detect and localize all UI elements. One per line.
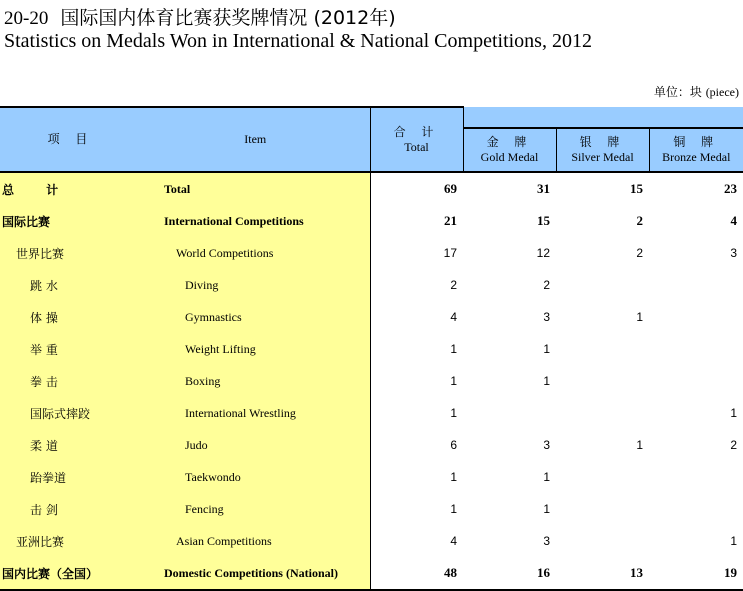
cell-gold: 1 bbox=[543, 470, 550, 484]
cell-gold: 3 bbox=[543, 310, 550, 324]
cell-bronze bbox=[649, 461, 743, 493]
cell-total: 4 bbox=[450, 534, 457, 548]
cell-gold: 2 bbox=[543, 278, 550, 292]
cell-silver: 2 bbox=[636, 246, 643, 260]
cell-gold bbox=[463, 397, 556, 429]
row-label-en: Weight Lifting bbox=[141, 333, 370, 365]
row-label-zh: 国内比赛（全国） bbox=[0, 557, 141, 590]
table-row-fencing bbox=[0, 493, 743, 525]
table-row-diving bbox=[0, 269, 743, 301]
cell-total: 1 bbox=[450, 374, 457, 388]
table-row-judo bbox=[0, 429, 743, 461]
table-number: 20-20 bbox=[4, 8, 49, 29]
cell-silver: 15 bbox=[630, 181, 643, 196]
cell-silver bbox=[556, 461, 649, 493]
cell-total: 6 bbox=[450, 438, 457, 452]
cell-bronze bbox=[649, 333, 743, 365]
cell-gold: 1 bbox=[543, 502, 550, 516]
cell-silver: 1 bbox=[636, 310, 643, 324]
table-row-domestic bbox=[0, 557, 743, 590]
row-label-en: Judo bbox=[141, 429, 370, 461]
table-row-taekwondo bbox=[0, 461, 743, 493]
cell-silver: 2 bbox=[636, 213, 643, 228]
cell-bronze: 2 bbox=[730, 438, 738, 452]
cell-gold: 12 bbox=[536, 246, 550, 260]
header-silver: 银 牌 Silver Medal bbox=[556, 128, 649, 172]
cell-total: 21 bbox=[444, 213, 457, 228]
row-label-en: Total bbox=[141, 172, 370, 205]
unit-note bbox=[654, 83, 739, 100]
table-title-zh: 国际国内体育比赛获奖牌情况 (2012年) bbox=[60, 7, 396, 29]
row-label-en: World Competitions bbox=[141, 237, 370, 269]
table-row-boxing bbox=[0, 365, 743, 397]
row-label-zh: 跳 水 bbox=[0, 269, 141, 301]
table-header bbox=[0, 107, 743, 172]
cell-total: 1 bbox=[450, 342, 457, 356]
cell-bronze bbox=[649, 365, 743, 397]
row-label-en: Gymnastics bbox=[141, 301, 370, 333]
row-label-en: Domestic Competitions (National) bbox=[141, 557, 370, 590]
cell-gold: 31 bbox=[537, 181, 550, 196]
header-item-zh: 项 目 bbox=[0, 107, 141, 172]
table-row-weight-lifting bbox=[0, 333, 743, 365]
row-label-en: International Competitions bbox=[141, 205, 370, 237]
row-label-en: International Wrestling bbox=[141, 397, 370, 429]
header-medal-group bbox=[463, 107, 743, 128]
cell-gold: 1 bbox=[543, 374, 550, 388]
cell-gold: 15 bbox=[537, 213, 550, 228]
row-label-zh: 体 操 bbox=[0, 301, 141, 333]
row-label-zh: 国际式摔跤 bbox=[0, 397, 141, 429]
cell-gold: 3 bbox=[543, 534, 550, 548]
cell-total: 1 bbox=[450, 470, 457, 484]
unit-en: (piece) bbox=[705, 85, 739, 99]
header-total: 合 计 Total bbox=[370, 107, 463, 172]
row-label-en: Boxing bbox=[141, 365, 370, 397]
cell-bronze: 23 bbox=[724, 181, 738, 196]
row-label-zh: 柔 道 bbox=[0, 429, 141, 461]
header-bronze: 铜 牌 Bronze Medal bbox=[649, 128, 743, 172]
cell-silver bbox=[556, 333, 649, 365]
page-title-chinese bbox=[4, 3, 396, 30]
row-label-zh: 跆拳道 bbox=[0, 461, 141, 493]
row-label-en: Taekwondo bbox=[141, 461, 370, 493]
row-label-zh: 总 计 bbox=[0, 172, 141, 205]
cell-bronze bbox=[649, 301, 743, 333]
cell-total: 17 bbox=[443, 246, 457, 260]
cell-silver bbox=[556, 525, 649, 557]
cell-silver bbox=[556, 365, 649, 397]
cell-silver bbox=[556, 397, 649, 429]
unit-zh: 单位：块 bbox=[653, 85, 702, 99]
table-row-international bbox=[0, 205, 743, 237]
table-row-world bbox=[0, 237, 743, 269]
table-row-asian bbox=[0, 525, 743, 557]
medals-table bbox=[0, 106, 743, 591]
cell-bronze: 19 bbox=[649, 557, 743, 590]
cell-total: 4 bbox=[450, 310, 457, 324]
row-label-en: Asian Competitions bbox=[141, 525, 370, 557]
cell-bronze bbox=[649, 493, 743, 525]
cell-silver: 13 bbox=[556, 557, 649, 590]
row-label-zh: 拳 击 bbox=[0, 365, 141, 397]
cell-bronze: 4 bbox=[730, 213, 738, 228]
row-label-zh: 世界比赛 bbox=[0, 237, 141, 269]
header-gold: 金 牌 Gold Medal bbox=[463, 128, 556, 172]
row-label-zh: 国际比赛 bbox=[0, 205, 141, 237]
cell-bronze: 1 bbox=[730, 406, 738, 420]
cell-bronze: 3 bbox=[730, 246, 738, 260]
table-row-wrestling bbox=[0, 397, 743, 429]
row-label-en: Fencing bbox=[141, 493, 370, 525]
cell-gold: 3 bbox=[543, 438, 550, 452]
cell-total: 48 bbox=[370, 557, 463, 590]
cell-total: 1 bbox=[450, 502, 457, 516]
cell-total: 1 bbox=[450, 406, 457, 420]
table-row-gymnastics bbox=[0, 301, 743, 333]
cell-total: 69 bbox=[444, 181, 457, 196]
cell-gold: 16 bbox=[463, 557, 556, 590]
cell-silver: 1 bbox=[636, 438, 643, 452]
row-label-zh: 举 重 bbox=[0, 333, 141, 365]
header-item-en: Item bbox=[141, 107, 370, 172]
cell-bronze: 1 bbox=[730, 534, 738, 548]
cell-gold: 1 bbox=[543, 342, 550, 356]
row-label-zh: 亚洲比赛 bbox=[0, 525, 141, 557]
table-row-total bbox=[0, 172, 743, 205]
table-body bbox=[0, 172, 743, 590]
page-title-english: Statistics on Medals Won in International & National Competitions, 2012 bbox=[4, 30, 592, 52]
row-label-zh: 击 剑 bbox=[0, 493, 141, 525]
cell-silver bbox=[556, 493, 649, 525]
cell-total: 2 bbox=[450, 278, 457, 292]
row-label-en: Diving bbox=[141, 269, 370, 301]
cell-bronze bbox=[649, 269, 743, 301]
cell-silver bbox=[556, 269, 649, 301]
